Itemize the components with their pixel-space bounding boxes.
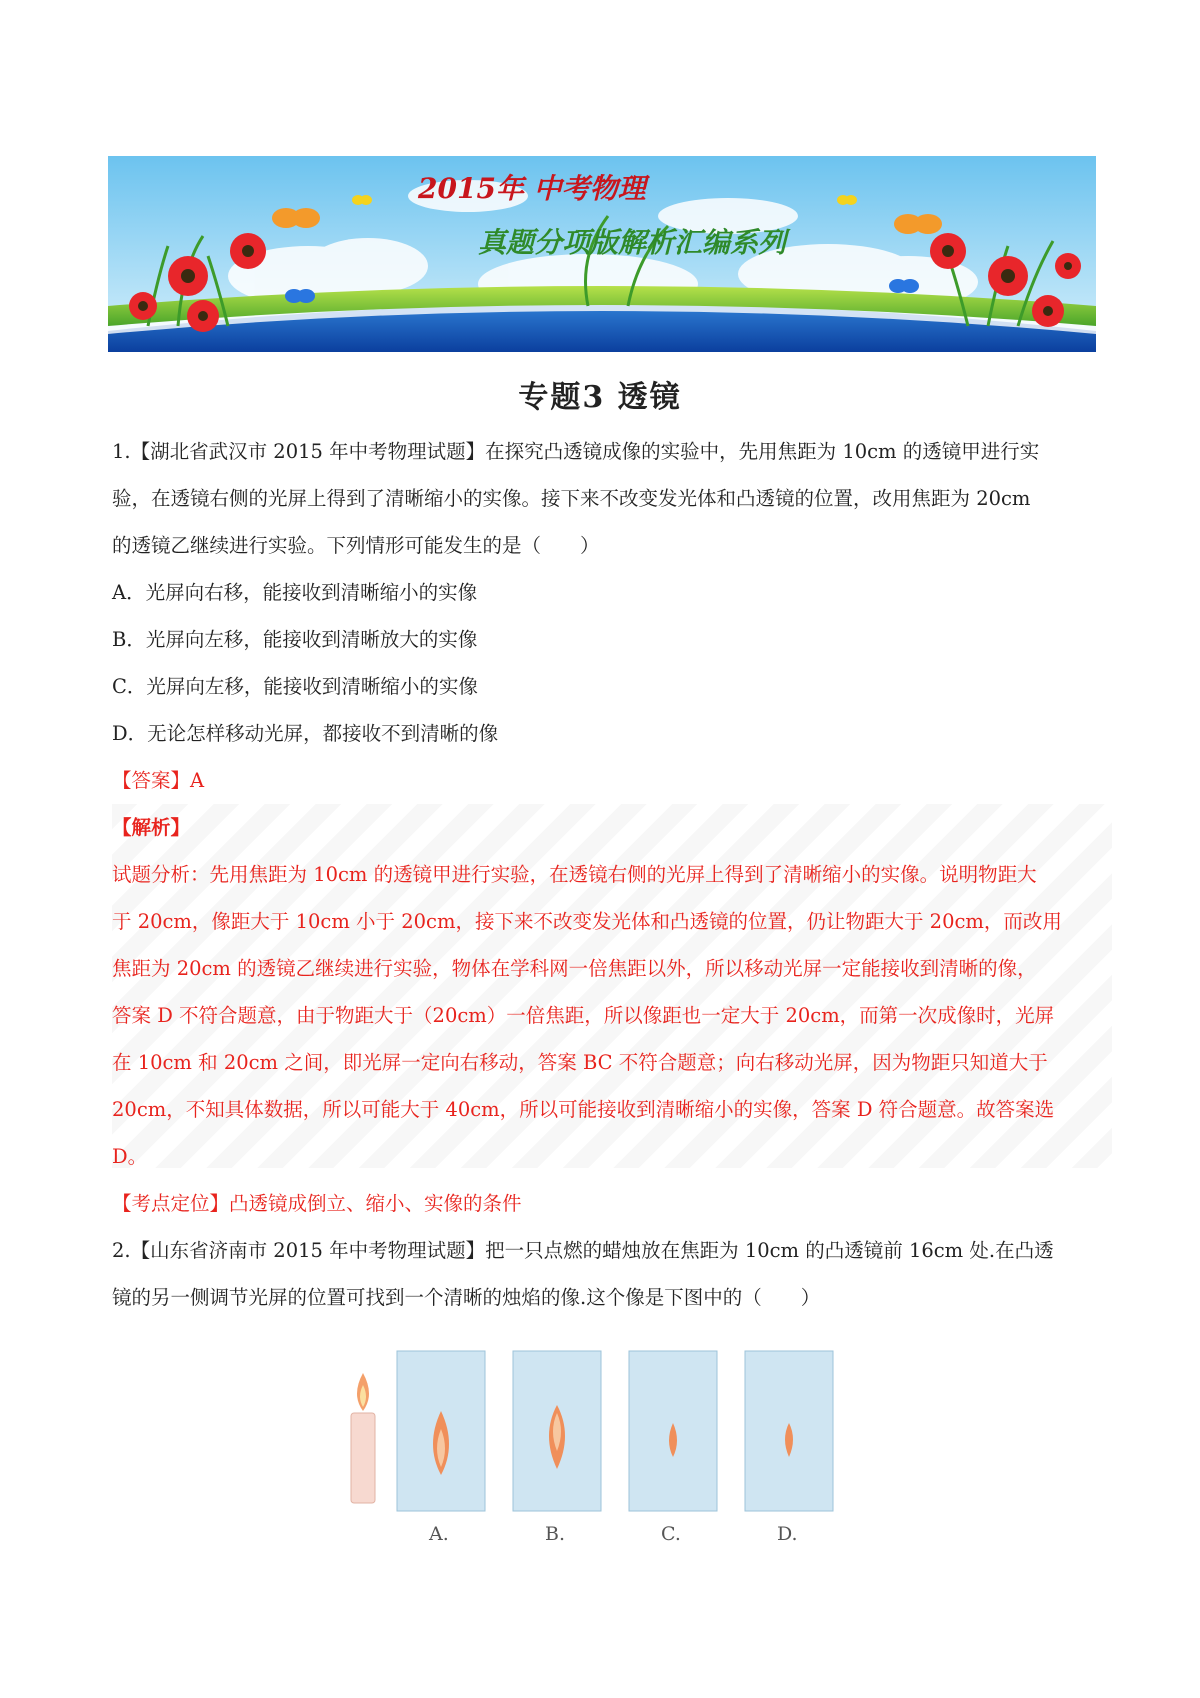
keypoint-value: 凸透镜成倒立、缩小、实像的条件	[229, 1192, 522, 1215]
analysis-line-7: D。	[112, 1145, 148, 1168]
figure-label-c: C.	[661, 1523, 681, 1545]
question-content	[112, 428, 1112, 1321]
q1-option-a: A．光屏向右移，能接收到清晰缩小的实像	[112, 581, 478, 604]
answer-value: A	[190, 769, 205, 792]
keypoint-label: 【考点定位】	[112, 1192, 230, 1215]
q1-keypoint	[112, 1180, 1112, 1227]
analysis-label: 【解析】	[112, 816, 191, 839]
analysis-line-1: 试题分析：先用焦距为 10cm 的透镜甲进行实验，在透镜右侧的光屏上得到了清晰缩小的实像。说明物距大	[112, 863, 1037, 886]
q1-line-1: 1.【湖北省武汉市 2015 年中考物理试题】在探究凸透镜成像的实验中，先用焦距为 10cm 的透镜甲进行实	[112, 440, 1040, 463]
page-title: 专题3 透镜	[518, 380, 682, 415]
candle-image-figure	[345, 1345, 865, 1545]
q1-option-b: B．光屏向左移，能接收到清晰放大的实像	[112, 628, 478, 651]
analysis-line-2: 于 20cm，像距大于 10cm 小于 20cm，接下来不改变发光体和凸透镜的位置，仍让物距大于 20cm，而改用	[112, 910, 1062, 933]
option-a-screen	[397, 1351, 485, 1511]
header-banner	[108, 156, 1096, 352]
q2-line-2: 镜的另一侧调节光屏的位置可找到一个清晰的烛焰的像.这个像是下图中的（ ）	[112, 1286, 821, 1309]
analysis-line-5: 在 10cm 和 20cm 之间，即光屏一定向右移动，答案 BC 不符合题意；向右移动光屏，因为物距只知道大于	[112, 1051, 1048, 1074]
q1-line-3: 的透镜乙继续进行实验。下列情形可能发生的是（ ）	[112, 534, 600, 557]
option-d-screen	[745, 1351, 833, 1511]
q1-line-2: 验，在透镜右侧的光屏上得到了清晰缩小的实像。接下来不改变发光体和凸透镜的位置，改用焦距为 20cm	[112, 487, 1031, 510]
figure-label-d: D.	[777, 1523, 798, 1545]
figure-label-a: A.	[429, 1523, 449, 1545]
banner-year-title: 2015年 中考物理	[418, 172, 646, 205]
candle-icon	[351, 1373, 375, 1503]
analysis-line-4: 答案 D 不符合题意，由于物距大于（20cm）一倍焦距，所以像距也一定大于 20cm，而第一次成像时，光屏	[112, 1004, 1055, 1027]
analysis-section	[112, 804, 1112, 1180]
figure-label-b: B.	[545, 1523, 566, 1545]
q2-line-1: 2.【山东省济南市 2015 年中考物理试题】把一只点燃的蜡烛放在焦距为 10cm 的凸透镜前 16cm 处.在凸透	[112, 1239, 1054, 1262]
q1-answer	[112, 757, 1112, 804]
option-c-screen	[629, 1351, 717, 1511]
q1-option-c: C．光屏向左移，能接收到清晰缩小的实像	[112, 675, 478, 698]
answer-label: 【答案】	[112, 769, 191, 792]
analysis-line-6: 20cm，不知具体数据，所以可能大于 40cm，所以可能接收到清晰缩小的实像，答案 D 符合题意。故答案选	[112, 1098, 1055, 1121]
analysis-line-3: 焦距为 20cm 的透镜乙继续进行实验，物体在学科网一倍焦距以外，所以移动光屏一定能接收到清晰的像，	[112, 957, 1037, 980]
banner-illustration	[108, 156, 1096, 352]
banner-series-title: 真题分项版解析汇编系列	[478, 226, 787, 259]
option-b-screen	[513, 1351, 601, 1511]
q1-option-d: D．无论怎样移动光屏，都接收不到清晰的像	[112, 722, 499, 745]
